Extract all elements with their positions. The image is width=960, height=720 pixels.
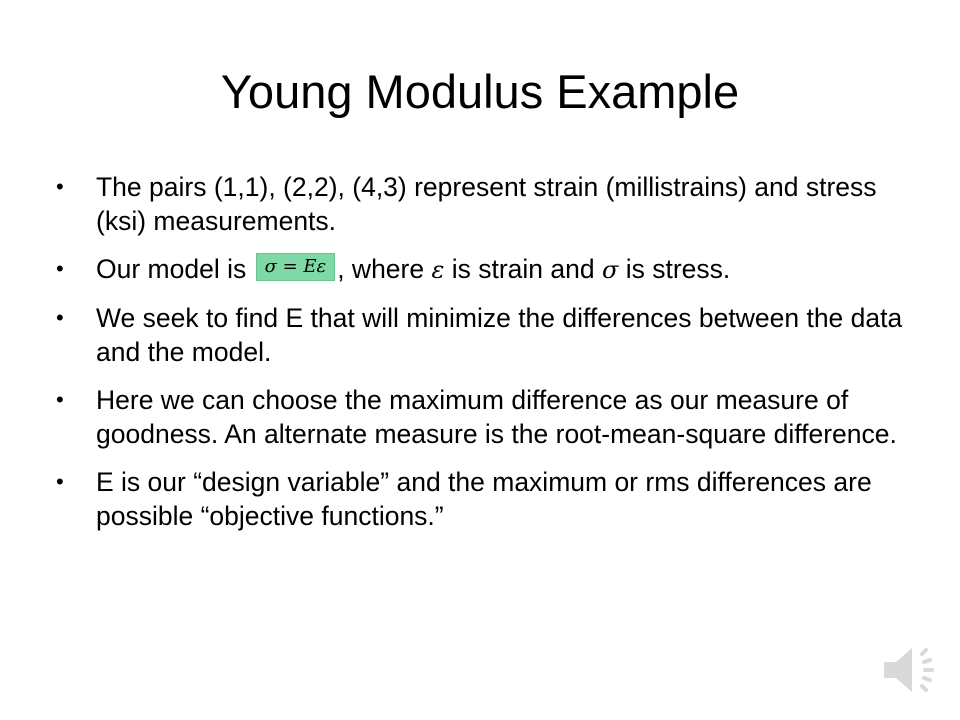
bullet-marker: • xyxy=(56,256,64,281)
epsilon-symbol: ε xyxy=(431,256,445,284)
speaker-icon[interactable] xyxy=(878,640,942,700)
bullet-item xyxy=(56,252,926,287)
slide-title: Young Modulus Example xyxy=(220,65,740,118)
bullet-text: Here we can choose the maximum difference as our measure of goodness. An alternate measure is the root-mean-square difference. xyxy=(96,385,897,449)
bullet-text-prefix: Our model is xyxy=(96,254,254,284)
bullet-marker: • xyxy=(56,387,64,412)
sigma-symbol: σ xyxy=(601,256,619,284)
bullet-text: E is our “design variable” and the maximum or rms differences are possible “objective functions.” xyxy=(96,467,872,531)
bullet-marker: • xyxy=(56,469,64,494)
formula-image: σ = Eε xyxy=(256,253,336,281)
bullet-item xyxy=(56,465,926,533)
bullet-item xyxy=(56,301,926,369)
bullet-text: The pairs (1,1), (2,2), (4,3) represent strain (millistrains) and stress (ksi) measurements. xyxy=(96,172,877,236)
bullet-text: We seek to find E that will minimize the differences between the data and the model. xyxy=(96,303,903,367)
bullet-marker: • xyxy=(56,174,64,199)
bullet-list xyxy=(56,170,926,547)
bullet-item xyxy=(56,170,926,238)
bullet-text-suffix: is stress. xyxy=(618,254,731,284)
bullet-marker: • xyxy=(56,305,64,330)
bullet-item xyxy=(56,383,926,451)
bullet-text-mid: , where xyxy=(337,254,432,284)
bullet-text-mid: is strain and xyxy=(444,254,602,284)
